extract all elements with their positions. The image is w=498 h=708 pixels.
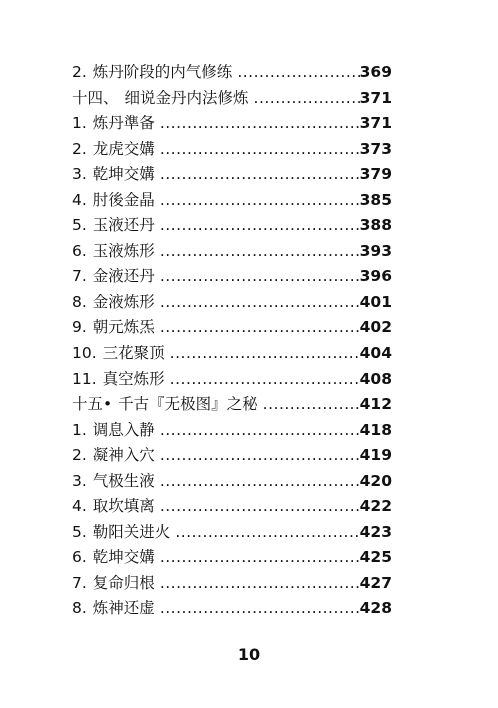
toc-entry-number: 9. (72, 318, 87, 337)
toc-dot-leader (155, 469, 360, 495)
toc-entry (72, 188, 392, 214)
toc-entry-page: 420 (359, 471, 392, 490)
toc-entry (72, 469, 392, 495)
toc-entry (72, 520, 392, 546)
toc-entry-number: 3. (72, 471, 87, 490)
toc-entry-title: 玉液炼形 (92, 241, 155, 260)
toc-entry-title: 真空炼形 (102, 369, 165, 388)
toc-entry-page: 385 (359, 190, 392, 209)
toc-entry-number: 6. (72, 241, 87, 260)
toc-dot-leader (155, 162, 360, 188)
toc-dot-leader (155, 111, 360, 137)
toc-dot-leader (155, 239, 360, 265)
toc-entry-page: 412 (359, 395, 392, 414)
toc-dot-leader (155, 571, 360, 597)
toc-entry-number: 4. (72, 190, 87, 209)
toc-dot-leader (232, 60, 359, 86)
toc-entry-page: 371 (359, 88, 392, 107)
toc-entry-number: 7. (72, 267, 87, 286)
toc-entry (72, 571, 392, 597)
toc-entry-page: 427 (359, 573, 392, 592)
toc-entry-title: 炼丹準备 (92, 114, 155, 133)
toc-entry (72, 596, 392, 622)
toc-dot-leader (155, 443, 360, 469)
toc-dot-leader (249, 86, 360, 112)
toc-entry-number: 1. (72, 420, 87, 439)
toc-dot-leader (155, 315, 360, 341)
toc-entry (72, 264, 392, 290)
toc-dot-leader (155, 264, 360, 290)
toc-entry (72, 86, 392, 112)
toc-entry (72, 315, 392, 341)
toc-entry-page: 419 (359, 446, 392, 465)
toc-dot-leader (155, 596, 360, 622)
toc-entry-number: 2. (72, 446, 87, 465)
toc-dot-leader (155, 545, 360, 571)
toc-entry (72, 341, 392, 367)
toc-dot-leader (155, 137, 360, 163)
toc-entry (72, 443, 392, 469)
toc-entry-number: 2. (72, 139, 87, 158)
toc-entry-title: 凝神入穴 (92, 446, 155, 465)
toc-dot-leader (155, 418, 360, 444)
toc-entry-title: 乾坤交媾 (92, 548, 155, 567)
toc-entry-number: 2. (72, 63, 87, 81)
toc-entry-number: 10. (72, 344, 97, 363)
toc-entry-page: 408 (359, 369, 392, 388)
toc-entry (72, 162, 392, 188)
toc-entry (72, 290, 392, 316)
toc-entry-title: 气极生液 (92, 471, 155, 490)
toc-entry (72, 111, 392, 137)
toc-entry-number: 5. (72, 522, 87, 541)
toc-entry-page: 379 (359, 165, 392, 184)
toc-entry-title: 复命归根 (92, 573, 155, 592)
toc-entry (72, 239, 392, 265)
toc-entry-number: 11. (72, 369, 97, 388)
toc-entry (72, 367, 392, 393)
toc-entry-page: 396 (359, 267, 392, 286)
toc-entry-title: 金液还丹 (92, 267, 155, 286)
toc-entry-page: 404 (359, 344, 392, 363)
toc-entry-page: 388 (359, 216, 392, 235)
toc-dot-leader (165, 341, 360, 367)
toc-entry-page: 393 (359, 241, 392, 260)
toc-entry (72, 60, 392, 86)
toc-entry-number: 6. (72, 548, 87, 567)
toc-entry-number: 5. (72, 216, 87, 235)
toc-dot-leader (155, 494, 360, 520)
toc-entry (72, 545, 392, 571)
toc-entry-title: 三花聚顶 (102, 344, 165, 363)
toc-dot-leader (165, 367, 360, 393)
toc-entry-title: 金液炼形 (92, 292, 155, 311)
table-of-contents (72, 60, 392, 622)
toc-entry-title: 乾坤交媾 (92, 165, 155, 184)
toc-dot-leader (170, 520, 359, 546)
toc-entry-page: 418 (359, 420, 392, 439)
toc-entry-page: 422 (359, 497, 392, 516)
toc-entry-page: 425 (359, 548, 392, 567)
toc-entry-page: 401 (359, 292, 392, 311)
toc-entry-page: 423 (359, 522, 392, 541)
toc-entry (72, 213, 392, 239)
toc-entry-title: 玉液还丹 (92, 216, 155, 235)
toc-entry (72, 137, 392, 163)
toc-entry-page: 373 (359, 139, 392, 158)
toc-entry-number: 3. (72, 165, 87, 184)
toc-entry-title: 龙虎交媾 (92, 139, 155, 158)
toc-entry-number: 十五• (72, 395, 113, 414)
toc-entry-title: 千古『无极图』之秘 (118, 395, 258, 414)
page-number: 10 (237, 645, 261, 664)
toc-dot-leader (258, 392, 360, 418)
toc-entry-number: 1. (72, 114, 87, 133)
toc-entry-page: 371 (359, 114, 392, 133)
toc-entry (72, 494, 392, 520)
toc-dot-leader (155, 188, 360, 214)
toc-entry-number: 8. (72, 292, 87, 311)
toc-entry-title: 取坎填离 (92, 497, 155, 516)
toc-entry-page: 428 (359, 599, 392, 618)
toc-entry (72, 392, 392, 418)
toc-entry-title: 调息入静 (92, 420, 155, 439)
toc-entry-number: 4. (72, 497, 87, 516)
toc-entry-page: 402 (359, 318, 392, 337)
toc-entry-number: 7. (72, 573, 87, 592)
toc-entry-number: 8. (72, 599, 87, 618)
toc-dot-leader (155, 213, 360, 239)
toc-entry-title: 炼丹阶段的内气修练 (92, 63, 233, 81)
toc-dot-leader (155, 290, 360, 316)
toc-entry (72, 418, 392, 444)
toc-entry-title: 细说金丹内法修炼 (124, 88, 249, 107)
toc-entry-title: 朝元炼炁 (92, 318, 155, 337)
toc-entry-title: 勒阳关进火 (92, 522, 171, 541)
toc-entry-title: 炼神还虚 (92, 599, 155, 618)
toc-entry-title: 肘後金晶 (92, 190, 155, 209)
toc-entry-page: 369 (359, 63, 392, 81)
toc-entry-number: 十四、 (72, 88, 119, 107)
